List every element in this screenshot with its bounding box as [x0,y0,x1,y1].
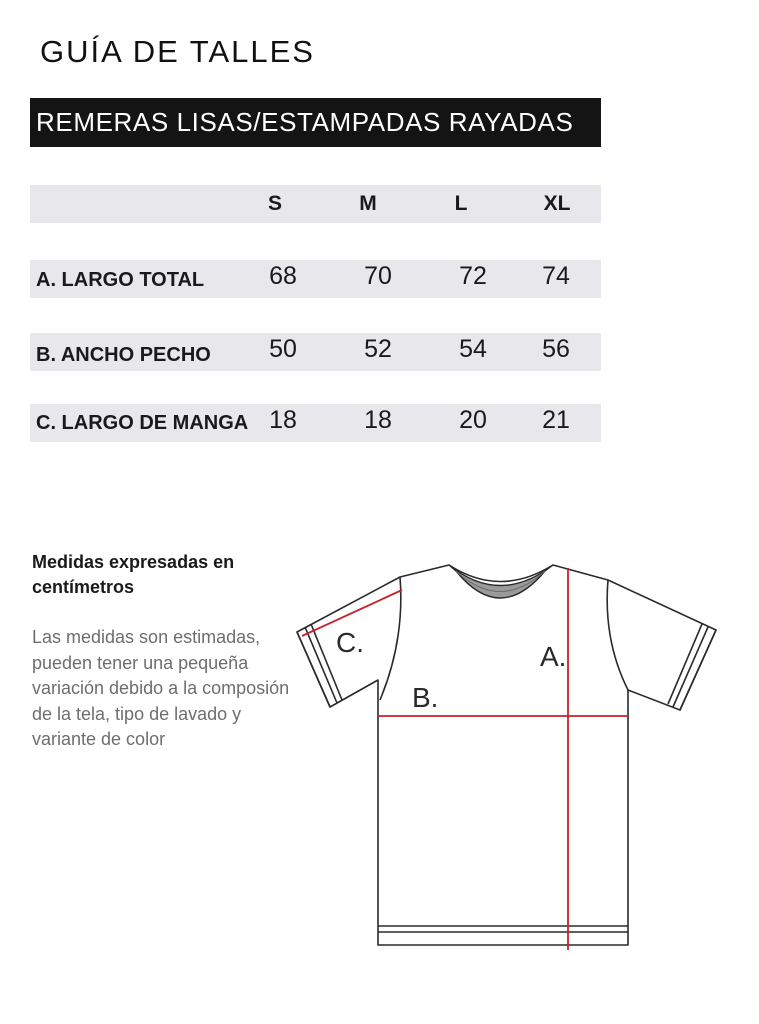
size-header-l: L [454,192,468,215]
tshirt-outline [297,565,716,945]
value-cell: 52 [364,335,392,363]
product-banner: REMERAS LISAS/ESTAMPADAS RAYADAS [30,98,601,147]
table-row [30,260,601,298]
table-row [30,333,601,371]
row-label-largo-total: A. LARGO TOTAL [36,269,205,291]
diagram-label-b: B. [412,682,439,713]
page-title: GUÍA DE TALLES [40,34,315,69]
size-header-s: S [267,192,282,215]
measurement-units-note: Medidas expresadas en centímetros [32,552,235,597]
row-label-ancho-pecho: B. ANCHO PECHO [36,344,211,366]
value-cell: 70 [364,262,392,290]
value-cell: 21 [542,406,570,434]
value-cell: 18 [364,406,392,434]
diagram-label-c: C. [336,627,364,658]
value-cell: 18 [269,406,297,434]
value-cell: 74 [542,262,570,290]
diagram-label-a: A. [540,641,567,672]
row-label-largo-manga: C. LARGO DE MANGA [36,412,249,434]
value-cell: 72 [459,262,487,290]
size-header-row [30,185,601,223]
value-cell: 54 [459,335,487,363]
size-header-xl: XL [543,192,571,215]
value-cell: 68 [269,262,297,290]
measurement-disclaimer: Las medidas son estimadas, pueden tener una pequeña variación debido a la composión de la tela, tipo de lavado y variante de color [32,627,290,749]
tshirt-diagram [290,555,720,960]
value-cell: 50 [269,335,297,363]
size-header-m: M [359,192,377,215]
value-cell: 56 [542,335,570,363]
table-row [30,404,601,442]
value-cell: 20 [459,406,487,434]
